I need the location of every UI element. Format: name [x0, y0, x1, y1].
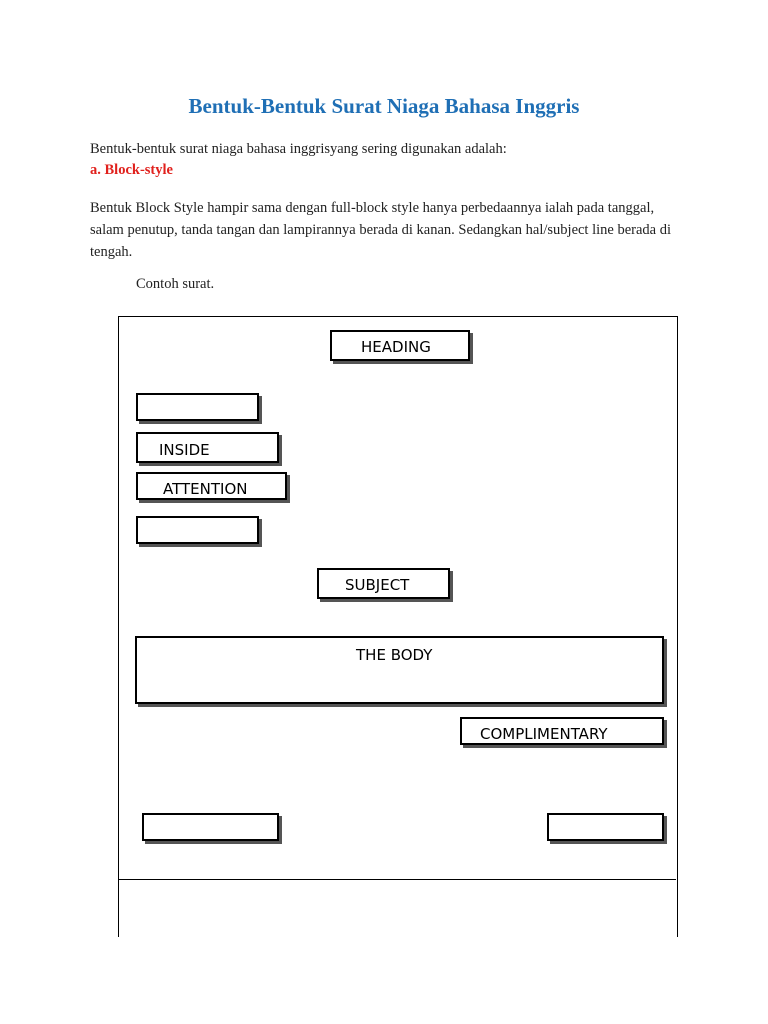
inside-address-box [136, 432, 279, 463]
complimentary-box [460, 717, 664, 745]
inside-label: INSIDE [159, 441, 210, 459]
attention-box [136, 472, 287, 500]
body-box [135, 636, 664, 704]
salutation-box [136, 516, 259, 544]
body-label: THE BODY [356, 646, 433, 664]
section-heading: a. Block-style [90, 162, 173, 178]
subject-box [317, 568, 450, 599]
heading-box [330, 330, 470, 361]
heading-label: HEADING [361, 338, 431, 356]
description-paragraph: Bentuk Block Style hampir sama dengan full-block style hanya perbedaannya ialah pada tanggal, salam penutup, tanda tangan dan lampirannya berada di kanan. Sedangkan hal/subject line berada di tengah. [90, 200, 671, 260]
complimentary-label: COMPLIMENTARY [480, 725, 608, 743]
subject-label: SUBJECT [345, 576, 410, 594]
intro-paragraph: Bentuk-bentuk surat niaga bahasa inggrisyang sering digunakan adalah: [90, 141, 507, 157]
date-box [136, 393, 259, 421]
example-label: Contoh surat. [136, 276, 215, 292]
document-title: Bentuk-Bentuk Surat Niaga Bahasa Inggris [188, 94, 580, 118]
signature-box-left [142, 813, 279, 841]
signature-box-right [547, 813, 664, 841]
frame-divider [118, 879, 676, 880]
attention-label: ATTENTION [163, 480, 248, 498]
